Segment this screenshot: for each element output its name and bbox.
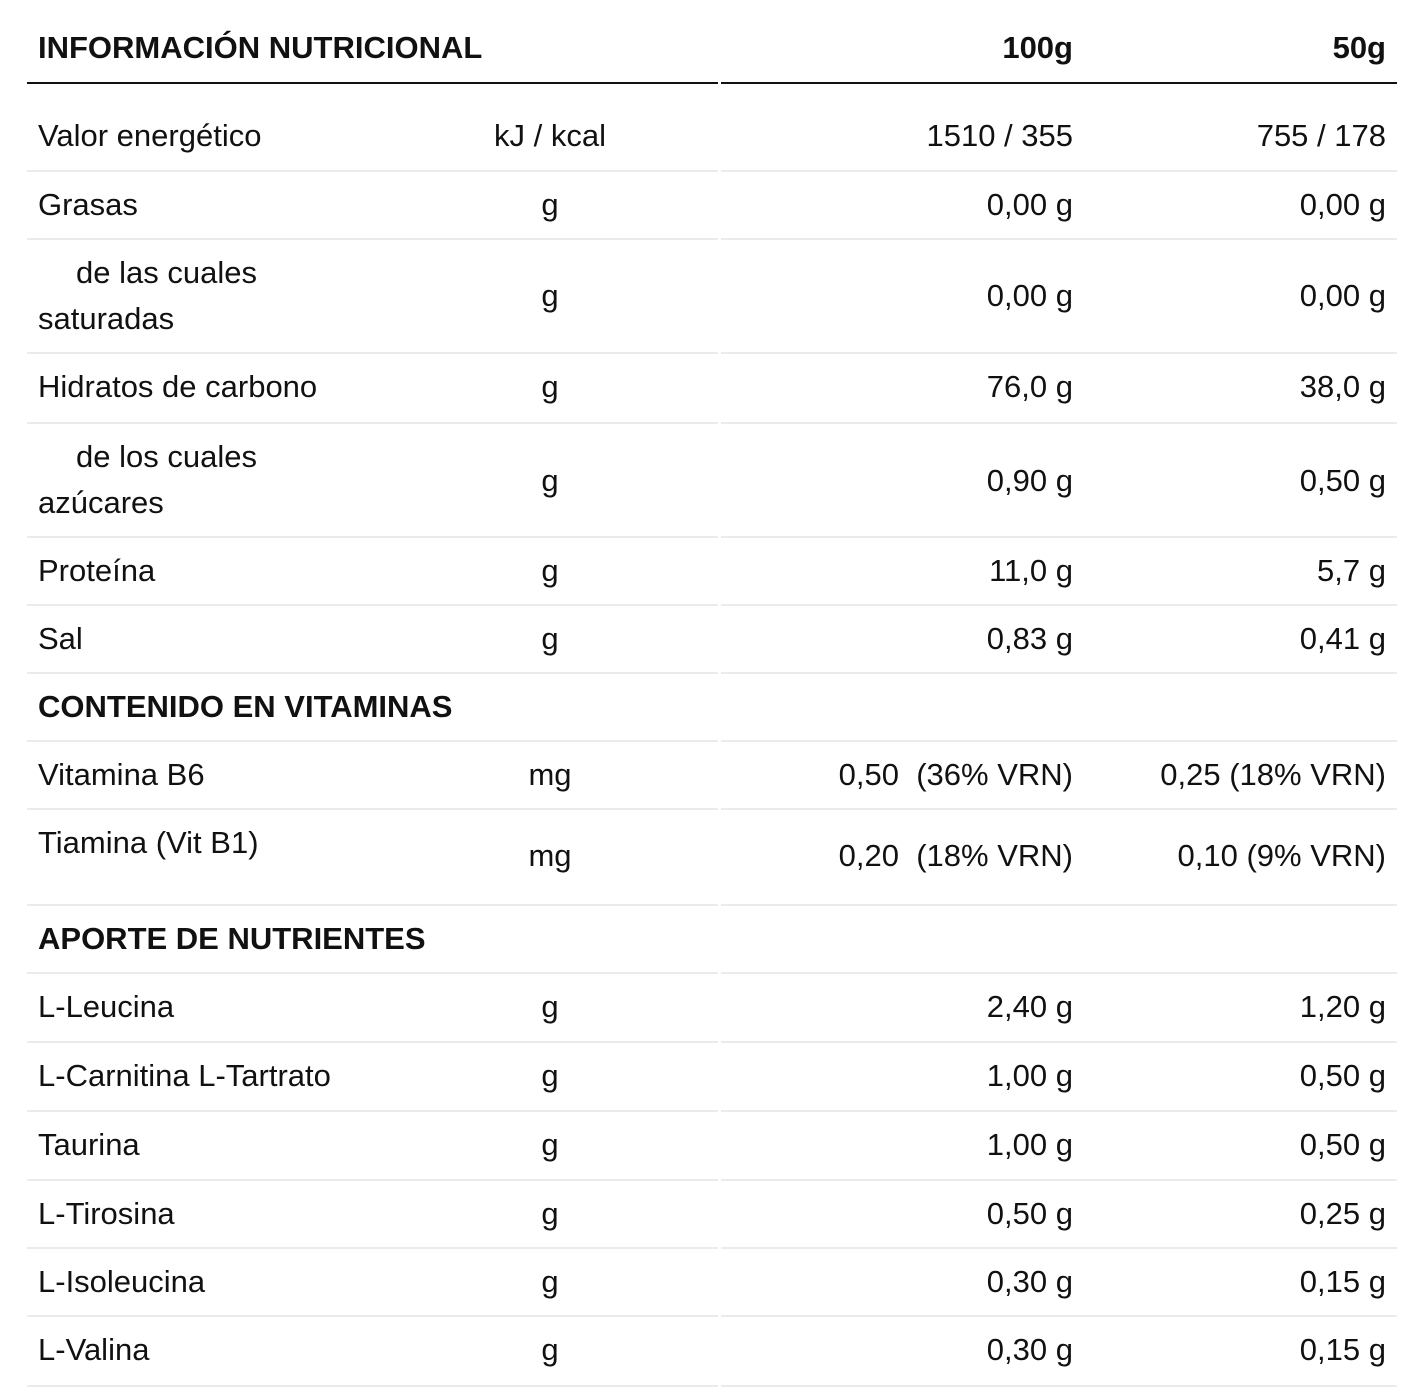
value-100g: 0,50 g [986,1196,1073,1231]
table-row [27,240,1397,354]
column-header-50g: 50g [1332,30,1386,65]
nutrition-table [27,0,1397,1387]
nutrient-name: L-Tirosina [38,1196,175,1231]
value-100g: 0,30 g [986,1332,1073,1367]
value-100g: 1510 / 355 [926,118,1073,153]
value-100g: 0,20 (18% VRN) [838,838,1073,873]
value-50g: 0,25 (18% VRN) [1160,757,1386,792]
nutrient-unit: g [541,1058,559,1093]
nutrient-name: Proteína [38,553,156,588]
table-row [27,1317,1397,1387]
value-100g: 1,00 g [986,1058,1073,1093]
table-title: INFORMACIÓN NUTRICIONAL [38,30,483,65]
section-heading-vitamins: CONTENIDO EN VITAMINAS [38,689,453,724]
nutrient-unit: g [541,369,559,404]
nutrient-name: L-Valina [38,1332,150,1367]
table-row [27,742,1397,810]
section-heading-row [27,906,1397,974]
nutrient-name [38,250,458,342]
column-header-100g: 100g [1002,30,1073,65]
nutrient-name: Grasas [38,187,138,222]
value-100g: 76,0 g [986,369,1073,404]
table-row [27,538,1397,606]
nutrient-name: Valor energético [38,118,262,153]
value-50g: 1,20 g [1299,989,1386,1024]
nutrient-unit: g [541,1332,559,1367]
section-heading-row [27,674,1397,742]
table-row [27,354,1397,424]
nutrient-name: Hidratos de carbono [38,369,318,404]
nutrient-name: L-Isoleucina [38,1264,206,1299]
value-100g: 0,00 g [986,278,1073,313]
value-100g: 1,00 g [986,1127,1073,1162]
nutrient-unit: g [541,278,559,313]
nutrient-name: L-Carnitina L-Tartrato [38,1058,331,1093]
value-50g: 0,00 g [1299,187,1386,222]
table-row [27,84,1397,172]
nutrient-unit: g [541,1264,559,1299]
value-100g: 0,83 g [986,621,1073,656]
section-heading-nutrients: APORTE DE NUTRIENTES [38,921,426,956]
nutrient-unit: g [541,553,559,588]
value-50g: 0,10 (9% VRN) [1177,838,1386,873]
nutrient-name-line2: azúcares [38,485,164,520]
value-100g: 0,00 g [986,187,1073,222]
value-100g: 2,40 g [986,989,1073,1024]
value-50g: 0,41 g [1299,621,1386,656]
nutrient-unit: g [541,463,559,498]
table-row [27,424,1397,538]
nutrient-unit: mg [528,838,572,873]
nutrient-name: Vitamina B6 [38,757,205,792]
nutrient-unit: g [541,187,559,222]
value-50g: 0,25 g [1299,1196,1386,1231]
nutrient-name-line2: saturadas [38,301,175,336]
nutrient-unit: mg [528,757,572,792]
value-100g: 0,50 (36% VRN) [838,757,1073,792]
nutrient-name-line1: de los cuales [76,439,257,474]
nutrient-unit: g [541,621,559,656]
nutrient-name: Tiamina (Vit B1) [38,825,259,860]
value-100g: 0,90 g [986,463,1073,498]
row-divider [27,1385,1397,1387]
value-50g: 0,50 g [1299,1058,1386,1093]
table-row [27,1043,1397,1112]
table-row [27,1112,1397,1181]
nutrient-unit: kJ / kcal [494,118,606,153]
value-100g: 0,30 g [986,1264,1073,1299]
value-50g: 0,50 g [1299,1127,1386,1162]
value-50g: 0,15 g [1299,1264,1386,1299]
table-row [27,1181,1397,1249]
table-row [27,1249,1397,1317]
nutrient-unit: g [541,1127,559,1162]
value-50g: 0,00 g [1299,278,1386,313]
nutrient-name-line1: de las cuales [76,255,257,290]
table-row [27,606,1397,674]
value-50g: 5,7 g [1317,553,1386,588]
value-50g: 0,15 g [1299,1332,1386,1367]
nutrient-unit: g [541,1196,559,1231]
value-50g: 38,0 g [1299,369,1386,404]
nutrient-name: L-Leucina [38,989,175,1024]
table-row [27,974,1397,1043]
value-100g: 11,0 g [989,553,1073,588]
nutrient-name: Sal [38,621,83,656]
table-row [27,810,1397,906]
value-50g: 755 / 178 [1256,118,1386,153]
table-row [27,172,1397,240]
nutrient-name [38,434,458,526]
value-50g: 0,50 g [1299,463,1386,498]
table-header [27,0,1397,84]
nutrient-unit: g [541,989,559,1024]
nutrient-name: Taurina [38,1127,140,1162]
